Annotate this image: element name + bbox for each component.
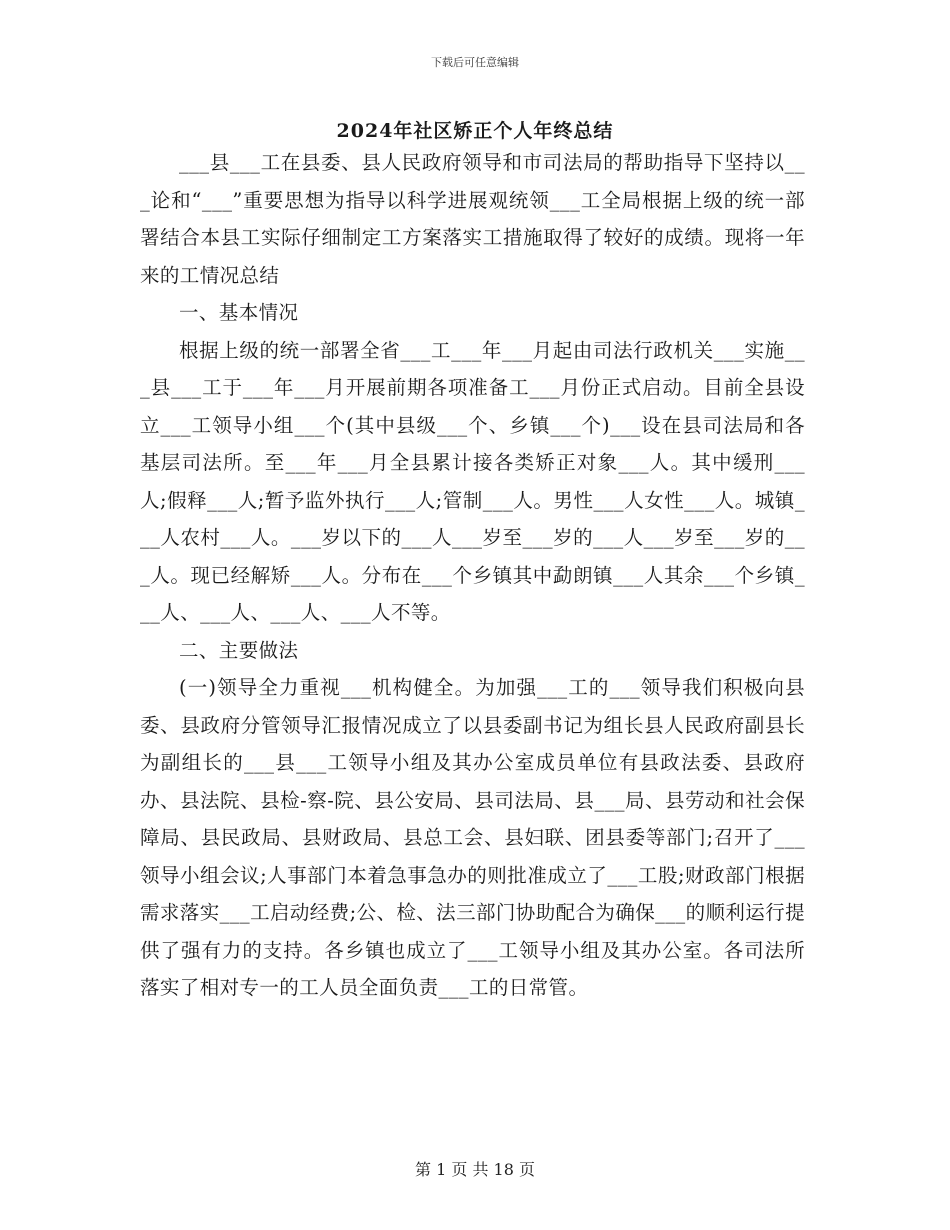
paragraph-basic-situation: 根据上级的统一部署全省___工___年___月起由司法行政机关___实施___县___工于___年___月开展前期各项准备工___月份正式启动。目前全县设立___工领导小组___个(其中县级___个、乡镇___个)___设在县司法局和各基层司法所。至___年___月全县累计接各类矫正对象___人。其中缓刑___人;假释___人;暂予监外执行___人;管制___人。男性___人女性___人。城镇___人农村___人。___岁以下的___人___岁至___岁的___人___岁至___岁的___人。现已经解矫___人。分布在___个乡镇其中勐朗镇___人其余___个乡镇___人、___人、___人、___人不等。 — [140, 338, 805, 624]
section-heading-main-practices: 二、主要做法 — [179, 638, 299, 662]
document-body — [140, 144, 805, 1007]
document-title: 2024年社区矫正个人年终总结 — [336, 120, 614, 142]
header-note: 下载后可任意编辑 — [431, 56, 519, 69]
page-number: 第 1 页 共 18 页 — [415, 1160, 535, 1179]
section-heading-basic-situation: 一、基本情况 — [179, 301, 299, 324]
paragraph-leadership: (一)领导全力重视___机构健全。为加强___工的___领导我们积极向县委、县政府分管领导汇报情况成立了以县委副书记为组长县人民政府副县长为副组长的___县___工领导小组及其办公室成员单位有县政法委、县政府办、县法院、县检-察-院、县公安局、县司法局、县___局、县劳动和社会保障局、县民政局、县财政局、县总工会、县妇联、团县委等部门;召开了___领导小组会议;人事部门本着急事急办的则批准成立了___工股;财政部门根据需求落实___工启动经费;公、检、法三部门协助配合为确保___的顺利运行提供了强有力的支持。各乡镇也成立了___工领导小组及其办公室。各司法所落实了相对专一的工人员全面负责___工的日常管。 — [140, 676, 805, 999]
paragraph-intro: ___县___工在县委、县人民政府领导和市司法局的帮助指导下坚持以___论和“___”重要思想为指导以科学进展观统领___工全局根据上级的统一部署结合本县工实际仔细制定工方案落实工措施取得了较好的成绩。现将一年来的工情况总结 — [140, 151, 805, 287]
